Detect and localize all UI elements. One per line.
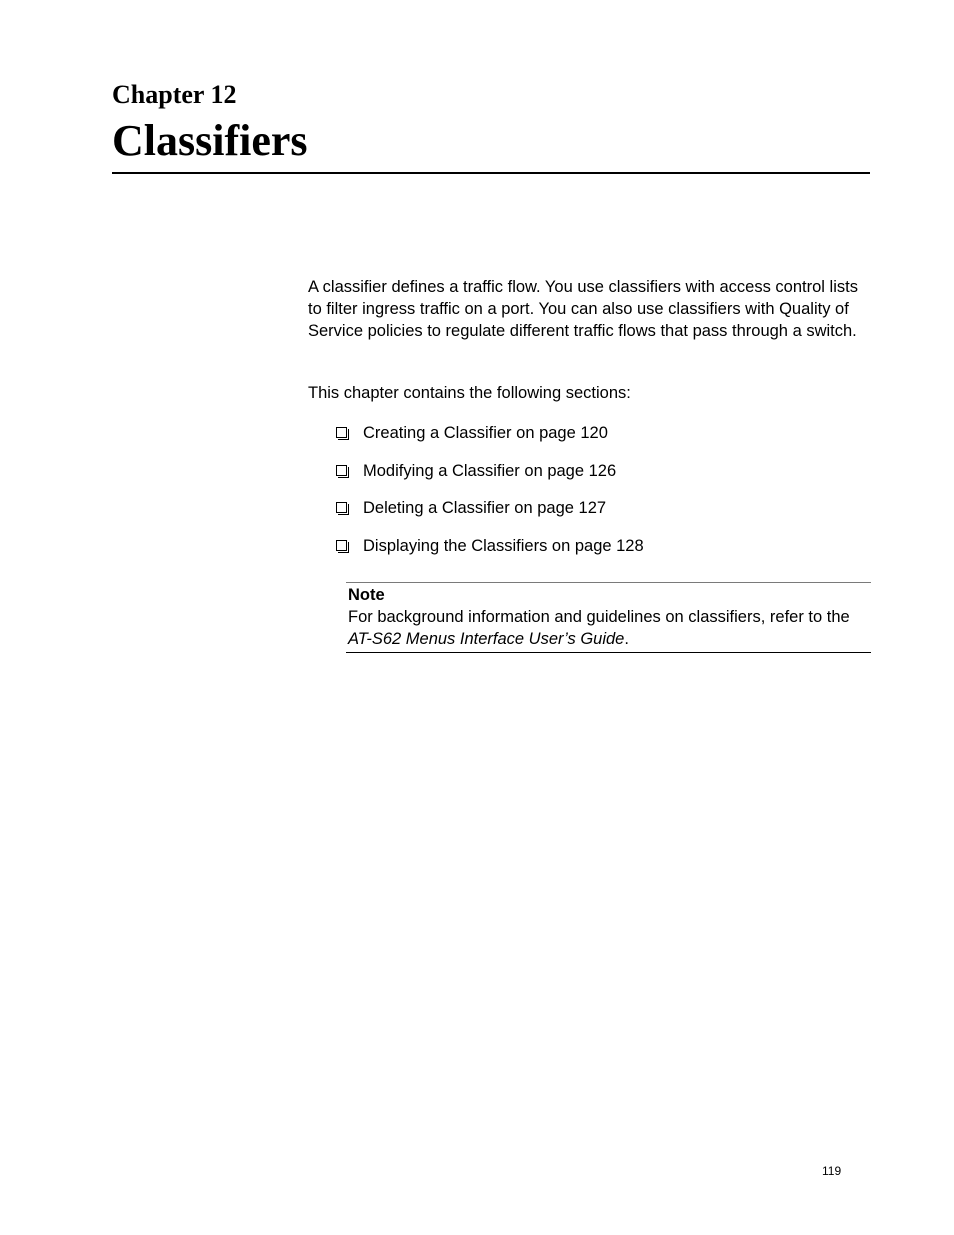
section-link-displaying[interactable]: Displaying the Classifiers on page 128 xyxy=(363,536,644,555)
section-list xyxy=(336,422,644,572)
checkbox-bullet-icon xyxy=(336,465,347,476)
list-item xyxy=(336,497,644,535)
section-link-deleting[interactable]: Deleting a Classifier on page 127 xyxy=(363,499,607,517)
sections-lead-in: This chapter contains the following sections: xyxy=(308,384,631,402)
guide-title: AT-S62 Menus Interface User’s Guide xyxy=(348,630,625,648)
intro-paragraph: A classifier defines a traffic flow. You use classifiers with access control lists to filter ingress traffic on a port. You can also use classifiers with Quality of Service policies to regulate different traffic flows that pass through a switch. xyxy=(308,278,858,340)
note-text: For background information and guidelines on classifiers, refer to the xyxy=(348,608,850,626)
checkbox-bullet-icon xyxy=(336,540,347,551)
page-number: 119 xyxy=(822,1164,842,1178)
chapter-label: Chapter 12 xyxy=(112,80,237,109)
note-box xyxy=(346,582,871,653)
list-item xyxy=(336,535,644,573)
section-link-modifying[interactable]: Modifying a Classifier on page 126 xyxy=(363,461,617,480)
note-body xyxy=(348,606,871,650)
list-item xyxy=(336,460,644,498)
section-link-creating[interactable]: Creating a Classifier on page 120 xyxy=(363,424,608,442)
note-heading: Note xyxy=(348,586,385,604)
chapter-title: Classifiers xyxy=(112,116,308,165)
list-item xyxy=(336,422,644,460)
checkbox-bullet-icon xyxy=(336,427,347,438)
checkbox-bullet-icon xyxy=(336,502,347,513)
title-divider xyxy=(112,172,870,174)
note-text-end: . xyxy=(624,630,629,648)
